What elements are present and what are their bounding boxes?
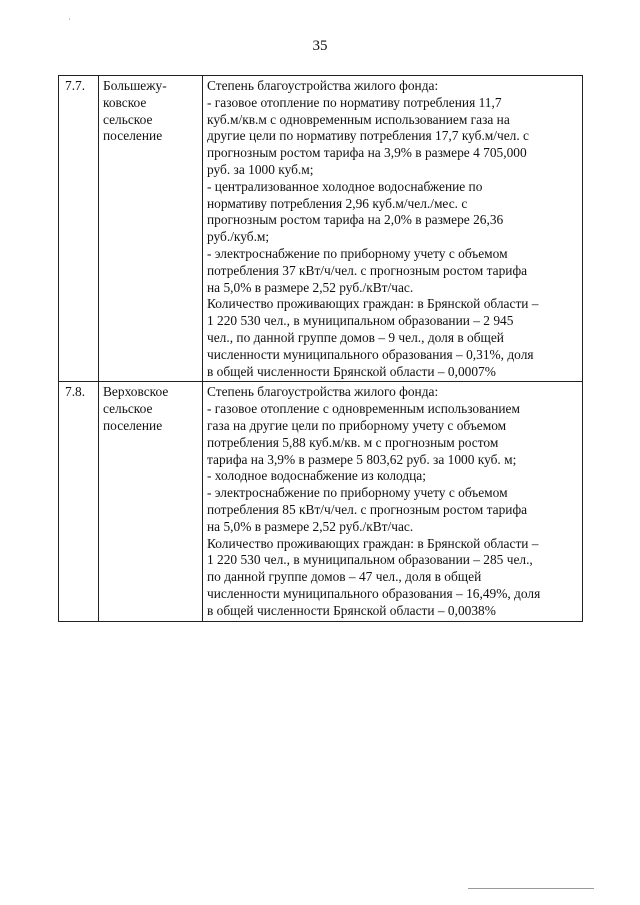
settlement-name-line: Верховское — [103, 384, 169, 400]
settlement-name-line: ковское — [103, 94, 147, 110]
document-table — [58, 75, 583, 622]
description-line: нормативу потребления 2,96 куб.м/чел./мес. с — [207, 195, 468, 211]
description-line: - электроснабжение по приборному учету с объемом — [207, 485, 508, 501]
description-line: по данной группе домов – 47 чел., доля в общей — [207, 569, 482, 585]
table-body — [59, 76, 583, 622]
description-line: - электроснабжение по приборному учету с объемом — [207, 245, 508, 261]
table-row — [59, 382, 583, 621]
description-line: - газовое отопление с одновременным использованием — [207, 401, 520, 417]
description-line: прогнозным ростом тарифа на 3,9% в размере 4 705,000 — [207, 145, 527, 161]
bottom-rule — [468, 888, 594, 889]
scan-dot: · — [68, 14, 71, 24]
settlement-name-cell — [99, 382, 203, 621]
settlement-name-line: сельское — [103, 111, 153, 127]
description-line: руб. за 1000 куб.м; — [207, 161, 314, 177]
description-line: - централизованное холодное водоснабжение по — [207, 178, 483, 194]
description-line: куб.м/кв.м с одновременным использованием газа на — [207, 111, 510, 127]
description-cell — [203, 76, 583, 382]
description-line: Количество проживающих граждан: в Брянской области – — [207, 296, 539, 312]
settlement-name-cell — [99, 76, 203, 382]
description-line: газа на другие цели по приборному учету с объемом — [207, 417, 507, 433]
settlement-name-line: поселение — [103, 128, 163, 144]
description-line: прогнозным ростом тарифа на 2,0% в размере 26,36 — [207, 212, 504, 228]
description-line: другие цели по нормативу потребления 17,7 куб.м/чел. с — [207, 128, 530, 144]
description-line: на 5,0% в размере 2,52 руб./кВт/час. — [207, 279, 414, 295]
description-line: - холодное водоснабжение из колодца; — [207, 468, 426, 484]
description-line: руб./куб.м; — [207, 229, 270, 245]
description-line: в общей численности Брянской области – 0,0007% — [207, 363, 496, 379]
description-line: - газовое отопление по нормативу потребления 11,7 — [207, 94, 502, 110]
settlement-name-line: Большежу- — [103, 78, 167, 93]
description-line: потребления 85 кВт/ч/чел. с прогнозным ростом тарифа — [207, 501, 528, 517]
description-line: 1 220 530 чел., в муниципальном образовании – 2 945 — [207, 313, 514, 329]
description-line: в общей численности Брянской области – 0,0038% — [207, 602, 496, 618]
description-cell — [203, 382, 583, 621]
description-line: потребления 5,88 куб.м/кв. м с прогнозным ростом — [207, 434, 499, 450]
description-line: потребления 37 кВт/ч/чел. с прогнозным ростом тарифа — [207, 262, 528, 278]
table-row — [59, 76, 583, 382]
description-line: численности муниципального образования – 0,31%, доля — [207, 346, 534, 362]
description-line: численности муниципального образования – 16,49%, доля — [207, 585, 541, 601]
settlement-name-line: поселение — [103, 417, 163, 433]
row-number: 7.7. — [59, 76, 99, 382]
description-line: чел., по данной группе домов – 9 чел., доля в общей — [207, 329, 504, 345]
description-line: тарифа на 3,9% в размере 5 803,62 руб. за 1000 куб. м; — [207, 451, 517, 467]
description-line: на 5,0% в размере 2,52 руб./кВт/час. — [207, 518, 414, 534]
settlement-name-line: сельское — [103, 401, 153, 417]
description-line: Степень благоустройства жилого фонда: — [207, 78, 439, 93]
page-number: 35 — [312, 38, 328, 54]
description-line: Количество проживающих граждан: в Брянской области – — [207, 535, 539, 551]
description-line: Степень благоустройства жилого фонда: — [207, 384, 439, 400]
row-number: 7.8. — [59, 382, 99, 621]
description-line: 1 220 530 чел., в муниципальном образовании – 285 чел., — [207, 552, 533, 568]
